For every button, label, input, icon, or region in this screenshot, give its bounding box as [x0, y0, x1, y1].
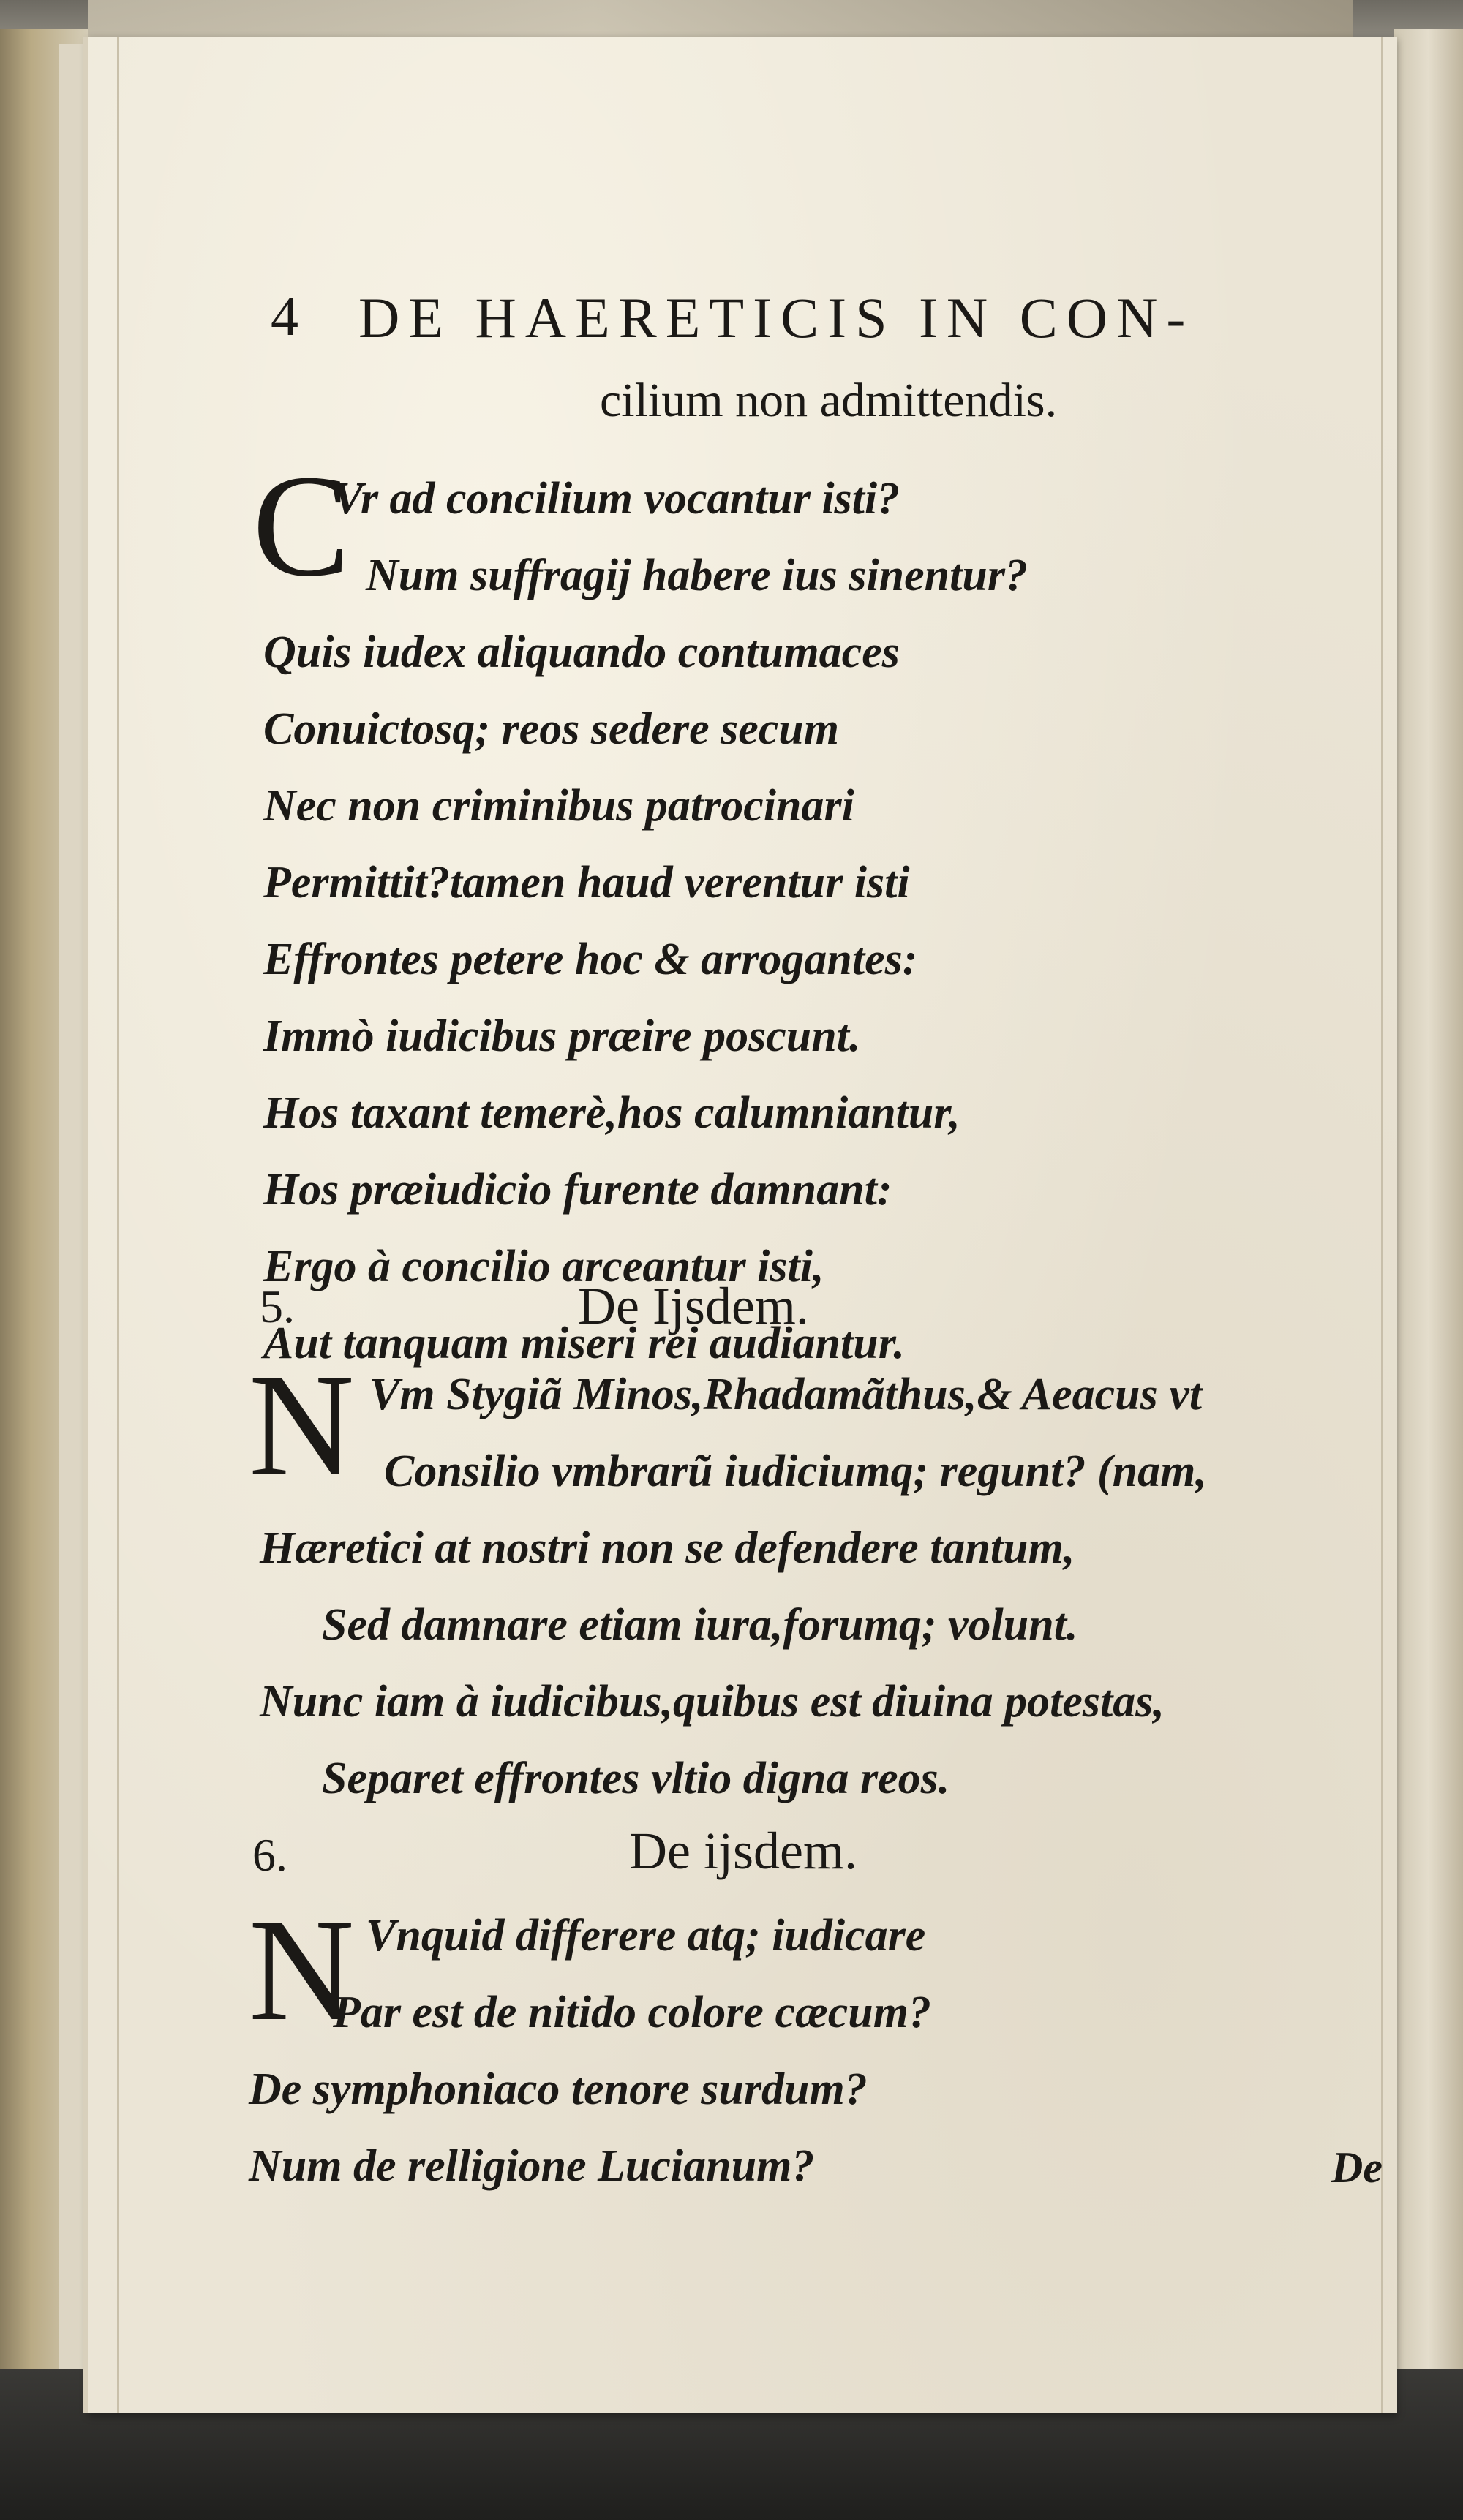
verse-line: Consilio vmbrarũ iudiciumq; regunt? (nam,	[384, 1446, 1207, 1496]
drop-cap-n: N	[249, 1890, 355, 2051]
distich-line	[369, 1357, 1202, 1433]
drop-cap-n: N	[249, 1345, 355, 1506]
running-title-continuation: cilium non admittendis.	[600, 374, 1058, 427]
verse-line: Aut tanquam miseri rei audiantur.	[263, 1319, 905, 1368]
page-gutter	[117, 37, 119, 2413]
section-number: 5.	[260, 1280, 295, 1332]
verse-line: Immò iudicibus præire poscunt.	[263, 1011, 861, 1061]
verse-line: Vm Stygiã Minos,Rhadamãthus,& Aeacus vt	[369, 1370, 1203, 1419]
verse-line: Ergo à concilio arceantur isti,	[263, 1242, 824, 1291]
verse-line: Vnquid differere atq; iudicare	[366, 1911, 926, 1961]
verse-line: Sed damnare etiam iura,forumq; volunt.	[322, 1600, 1078, 1650]
poem-body	[263, 614, 960, 1382]
distich-line	[322, 1587, 1077, 1664]
verse-line: De symphoniaco tenore surdum?	[249, 2064, 868, 2114]
drop-cap-c: C	[252, 445, 350, 607]
verse-line: Par est de nitido colore cæcum?	[333, 1988, 931, 2037]
verse-line: Nec non criminibus patrocinari	[263, 781, 854, 831]
verse-line: Effrontes petere hoc & arrogantes:	[263, 935, 918, 984]
verse-line: Hos taxant temerè,hos calumniantur,	[263, 1088, 960, 1138]
section-number: 6.	[252, 1829, 287, 1881]
verse-line: Permittit?tamen haud verentur isti	[263, 858, 910, 908]
verse-line: Separet effrontes vltio digna reos.	[322, 1754, 950, 1803]
distich-line	[260, 1664, 1165, 1740]
book-page	[88, 37, 1397, 2413]
verse-line-block	[366, 1898, 925, 1974]
section-heading: De Ijsdem.	[578, 1277, 809, 1335]
poem-indented-line	[366, 537, 1028, 614]
verse-line: Num de relligione Lucianum?	[249, 2141, 815, 2191]
distich-line	[260, 1510, 1075, 1587]
poem-first-lines	[333, 461, 900, 537]
distich-line	[322, 1740, 949, 1817]
page-edge-line	[1381, 37, 1383, 2413]
verse-line: Vr ad concilium vocantur isti?	[333, 474, 900, 524]
running-title: DE HAERETICIS IN CON-	[358, 286, 1195, 350]
verse-line-block	[249, 2051, 868, 2205]
verse-line: Hos præiudicio furente damnant:	[263, 1165, 892, 1215]
verse-line: Num suffragij habere ius sinentur?	[366, 551, 1028, 600]
verse-line: Quis iudex aliquando contumaces	[263, 627, 900, 677]
verse-line: Nunc iam à iudicibus,quibus est diuina potestas,	[260, 1677, 1165, 1727]
page-number: 4	[271, 286, 298, 347]
verse-line: Hæretici at nostri non se defendere tantum,	[260, 1523, 1075, 1573]
catchword: De	[1331, 2143, 1383, 2192]
facing-page-edge	[1394, 29, 1463, 2377]
verse-line: Conuictosq; reos sedere secum	[263, 704, 840, 754]
section-heading: De ijsdem.	[629, 1822, 857, 1880]
verse-line-block	[333, 1974, 931, 2051]
distich-line	[384, 1433, 1207, 1510]
